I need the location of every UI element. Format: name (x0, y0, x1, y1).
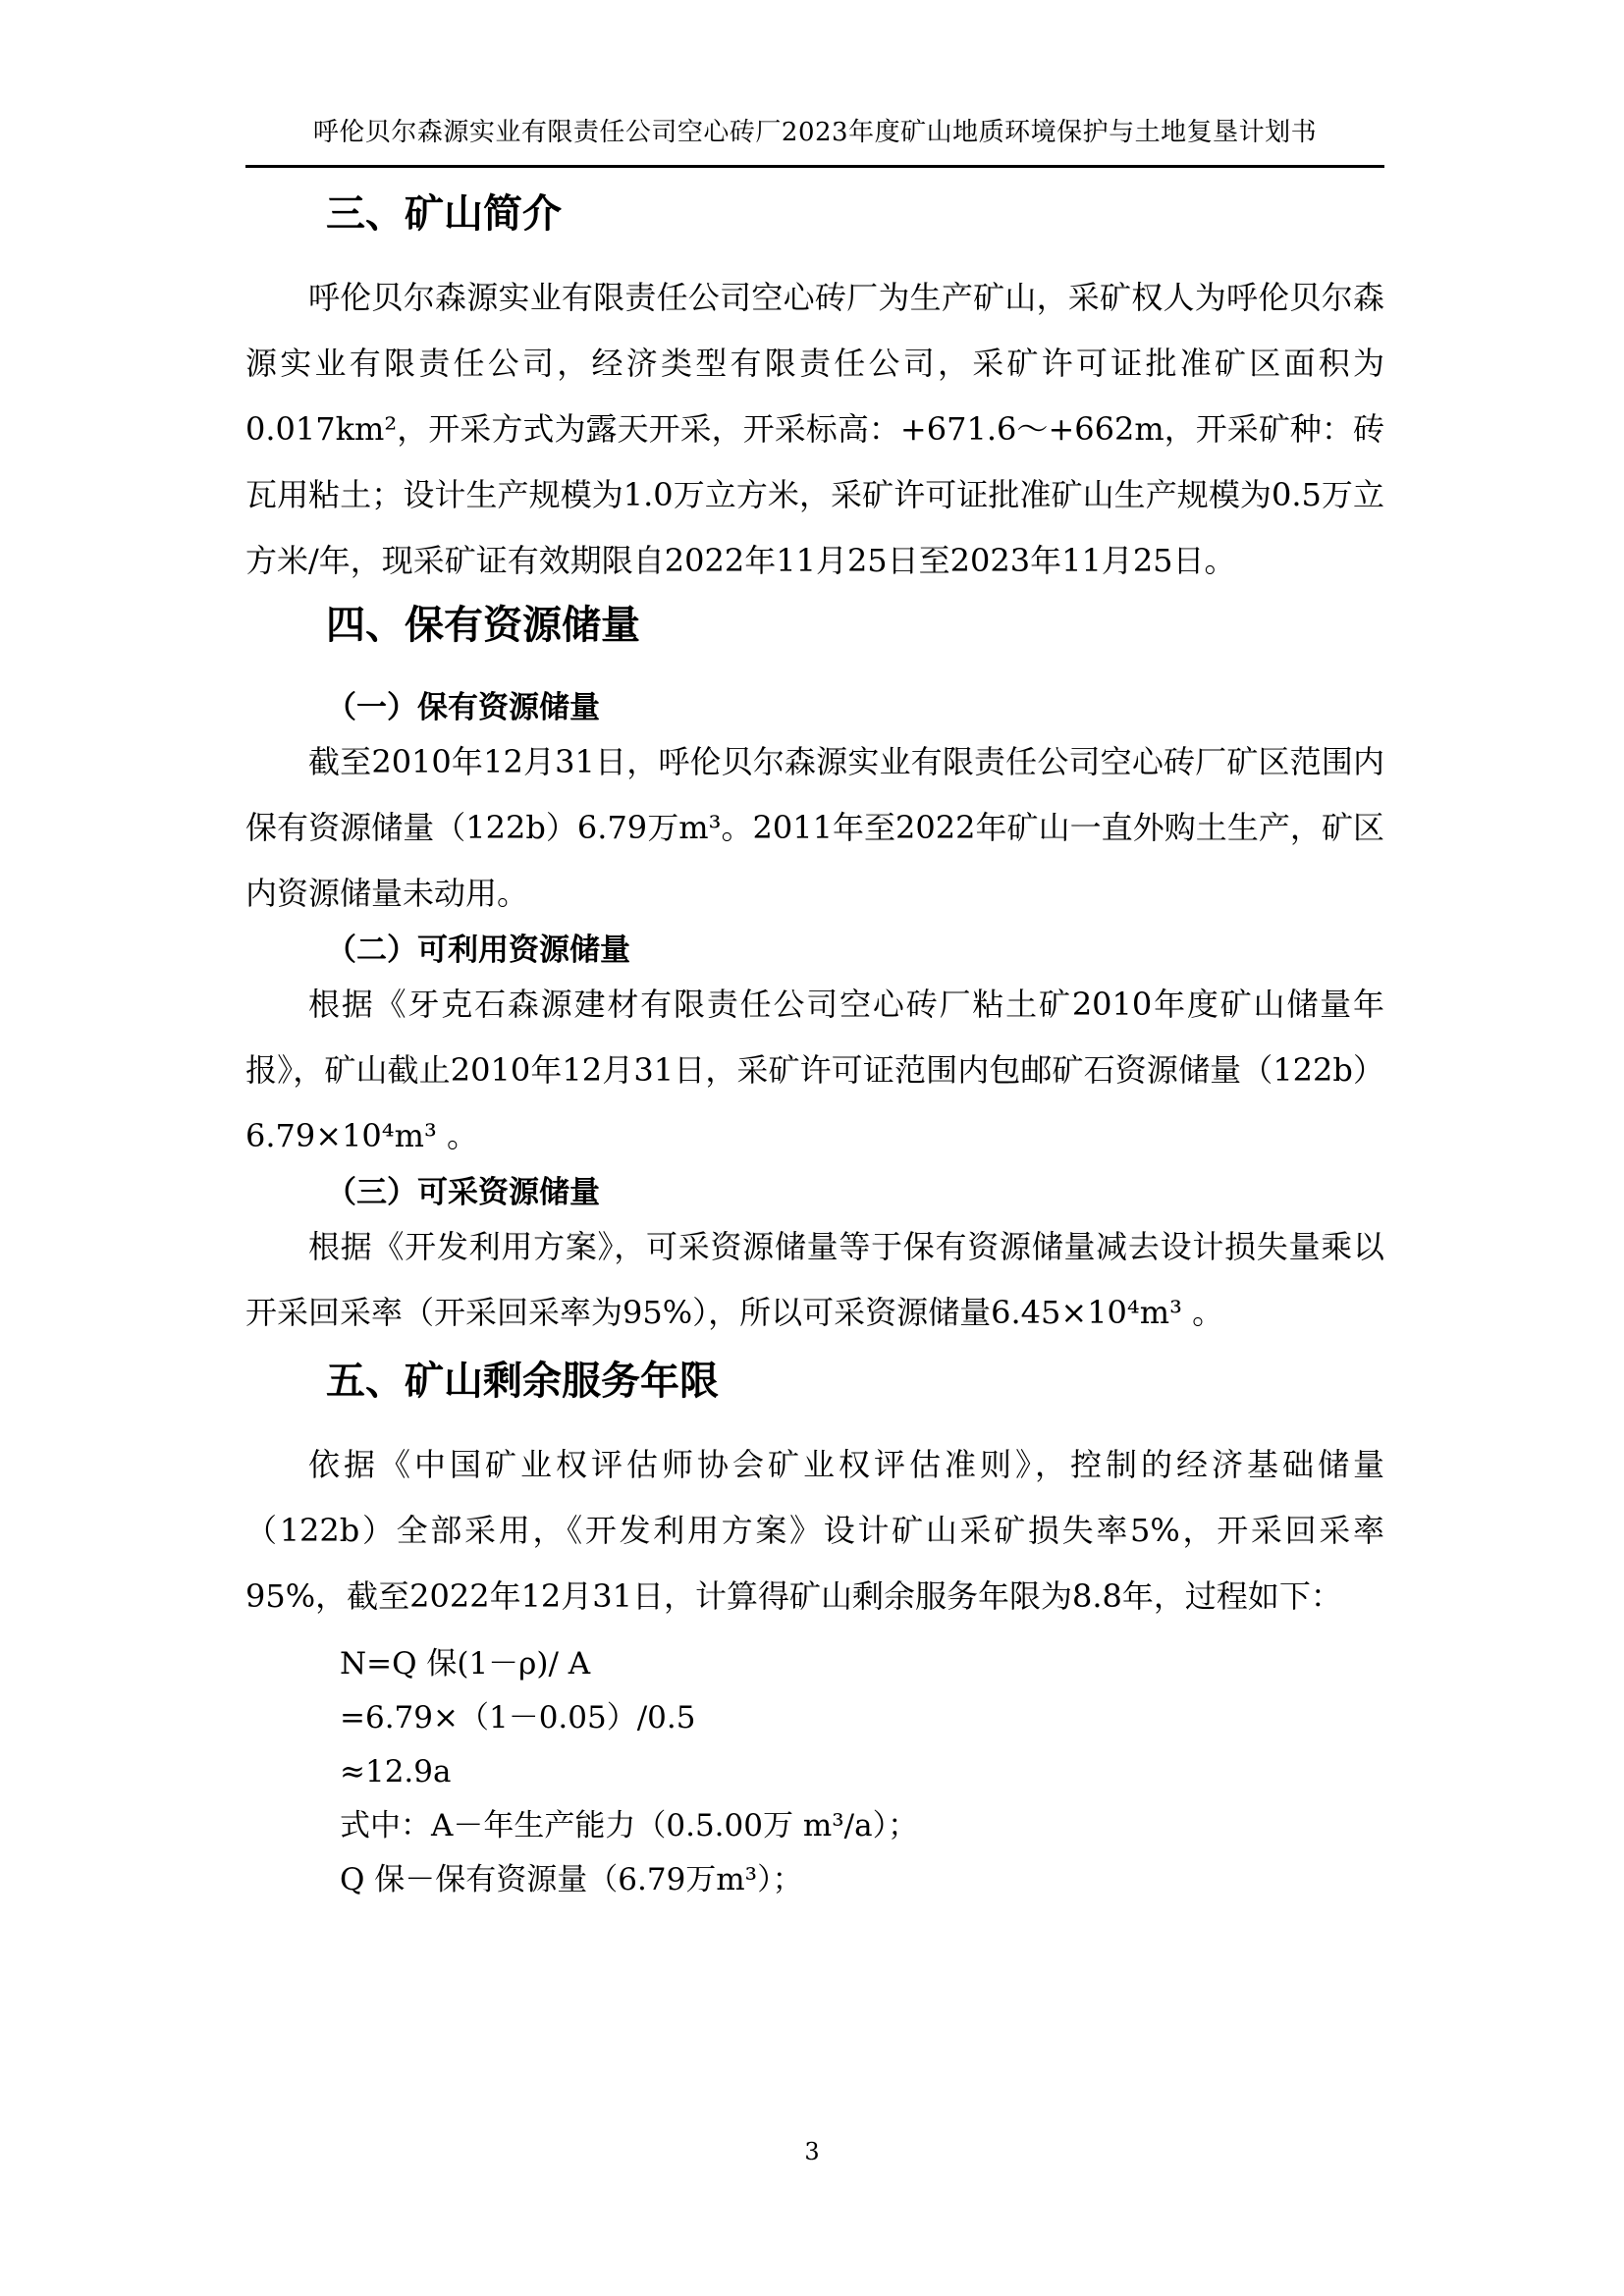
formula-line: =6.79×（1－0.05）/0.5 (340, 1700, 696, 1735)
section-heading-mine-profile: 三、矿山简介 (326, 191, 562, 237)
formula-line: ≈12.9a (340, 1754, 452, 1789)
formula-note: Q 保－保有资源量（6.79万m³）； (340, 1862, 803, 1897)
section-heading-reserves: 四、保有资源储量 (326, 603, 640, 648)
header-divider (245, 165, 1384, 168)
formula-block (245, 1637, 1384, 1907)
paragraph-recoverable-reserves: 根据《开发利用方案》，可采资源储量等于保有资源储量减去设计损失量乘以开采回采率（开采回采率为95%），所以可采资源储量6.45×10⁴m³ 。 (245, 1228, 1384, 1331)
paragraph-mine-profile: 呼伦贝尔森源实业有限责任公司空心砖厂为生产矿山，采矿权人为呼伦贝尔森源实业有限责任公司，经济类型有限责任公司，采矿许可证批准矿区面积为0.017km²，开采方式为露天开采，开采标高：+671.6～+662m，开采矿种：砖瓦用粘土；设计生产规模为1.0万立方米，采矿许可证批准矿山生产规模为0.5万立方米/年，现采矿证有效期限自2022年11月25日至2023年11月25日。 (245, 279, 1384, 579)
subheading-recoverable-reserves: （三）可采资源储量 (326, 1175, 600, 1210)
subheading-retained-reserves: （一）保有资源储量 (326, 690, 600, 725)
document-body (245, 185, 1384, 1907)
paragraph-service-life: 依据《中国矿业权评估师协会矿业权评估准则》，控制的经济基础储量（122b）全部采用，《开发利用方案》设计矿山采矿损失率5%，开采回采率95%，截至2022年12月31日，计算得矿山剩余服务年限为8.8年，过程如下： (245, 1446, 1384, 1615)
paragraph-retained-reserves: 截至2010年12月31日，呼伦贝尔森源实业有限责任公司空心砖厂矿区范围内保有资源储量（122b）6.79万m³。2011年至2022年矿山一直外购土生产，矿区内资源储量未动用。 (245, 743, 1384, 912)
page-number: 3 (804, 2138, 820, 2165)
paragraph-usable-reserves: 根据《牙克石森源建材有限责任公司空心砖厂粘土矿2010年度矿山储量年报》，矿山截止2010年12月31日，采矿许可证范围内包邮矿石资源储量（122b）6.79×10⁴m³ 。 (245, 986, 1384, 1154)
running-header: 呼伦贝尔森源实业有限责任公司空心砖厂2023年度矿山地质环境保护与土地复垦计划书 (312, 118, 1318, 147)
formula-note: 式中：A－年生产能力（0.5.00万 m³/a）； (340, 1808, 919, 1843)
formula-line: N=Q 保(1－ρ)/ A (340, 1646, 591, 1682)
section-heading-remaining-service-life: 五、矿山剩余服务年限 (326, 1359, 719, 1404)
subheading-usable-reserves: （二）可利用资源储量 (326, 933, 630, 968)
